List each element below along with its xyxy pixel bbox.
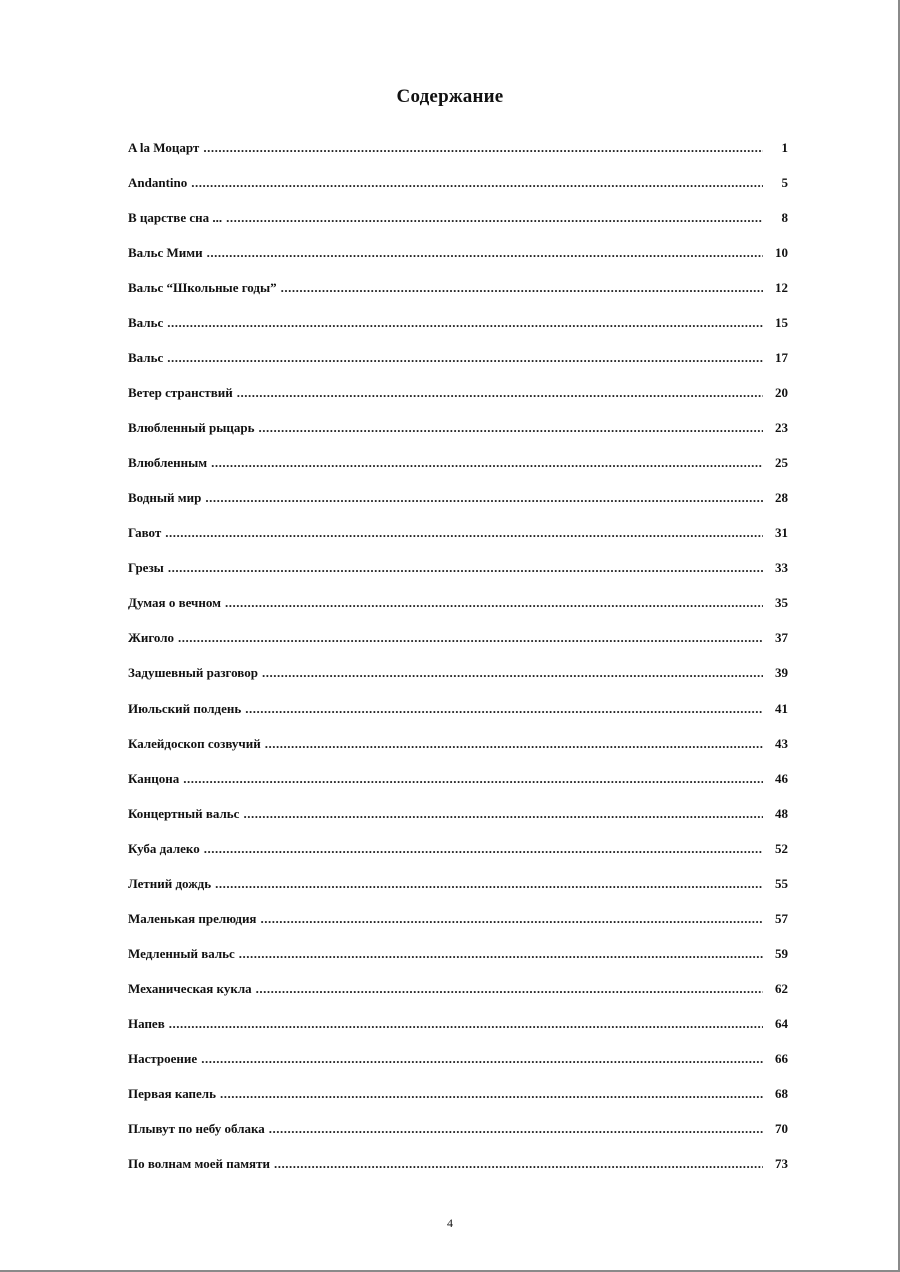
- toc-entry[interactable]: [128, 972, 788, 1007]
- toc-entry-page: 31: [775, 525, 788, 541]
- toc-entry-title: Маленькая прелюдия: [128, 910, 257, 926]
- toc-entry-title: Напев: [128, 1016, 165, 1032]
- toc-entry-title: Настроение: [128, 1051, 198, 1067]
- toc-entry-page: 33: [775, 560, 788, 576]
- toc-dot-leader: [178, 630, 763, 646]
- toc-dot-leader: [167, 315, 763, 331]
- toc-entry[interactable]: [128, 130, 788, 165]
- toc-entry-page: 68: [775, 1086, 788, 1102]
- toc-entry-title: Механическая кукла: [128, 981, 252, 997]
- toc-entry[interactable]: [128, 586, 788, 621]
- toc-entry-page: 20: [775, 384, 788, 400]
- toc-entry-page: 70: [775, 1121, 788, 1137]
- toc-dot-leader: [237, 385, 763, 401]
- toc-entry[interactable]: [128, 270, 788, 305]
- toc-entry-page: 57: [775, 910, 788, 926]
- toc-entry[interactable]: [128, 200, 788, 235]
- toc-entry-page: 64: [775, 1016, 788, 1032]
- toc-entry-page: 37: [775, 630, 788, 646]
- toc-dot-leader: [258, 420, 763, 436]
- toc-entry-title: Влюбленным: [128, 455, 208, 471]
- toc-entry[interactable]: [128, 1007, 788, 1042]
- toc-entry-title: Задушевный разговор: [128, 665, 258, 681]
- toc-entry-page: 43: [775, 735, 788, 751]
- toc-dot-leader: [191, 175, 763, 191]
- toc-entry[interactable]: [128, 796, 788, 831]
- toc-entry-title: Думая о вечном: [128, 595, 221, 611]
- toc-entry[interactable]: [128, 1077, 788, 1112]
- toc-dot-leader: [203, 140, 763, 156]
- toc-entry[interactable]: [128, 1042, 788, 1077]
- toc-entry-title: Ветер странствий: [128, 384, 233, 400]
- toc-dot-leader: [204, 841, 763, 857]
- toc-entry[interactable]: [128, 831, 788, 866]
- toc-entry-page: 1: [781, 139, 788, 155]
- toc-entry-page: 46: [775, 770, 788, 786]
- toc-entry-title: A la Моцарт: [128, 139, 200, 155]
- toc-entry-title: Куба далеко: [128, 840, 200, 856]
- toc-entry-page: 39: [775, 665, 788, 681]
- toc-entry[interactable]: [128, 1147, 788, 1182]
- toc-dot-leader: [243, 806, 763, 822]
- toc-dot-leader: [169, 1016, 763, 1032]
- page-title: Содержание: [396, 86, 504, 107]
- toc-entry-title: Вальс: [128, 314, 164, 330]
- toc-dot-leader: [167, 350, 763, 366]
- toc-entry[interactable]: [128, 901, 788, 936]
- toc-entry-title: Канцона: [128, 770, 180, 786]
- toc-entry[interactable]: [128, 551, 788, 586]
- toc-entry[interactable]: [128, 656, 788, 691]
- toc-entry-title: Грезы: [128, 560, 164, 576]
- toc-dot-leader: [281, 280, 763, 296]
- page-number: 4: [447, 1216, 453, 1230]
- toc-entry-page: 10: [775, 244, 788, 260]
- toc-dot-leader: [274, 1156, 763, 1172]
- toc-dot-leader: [262, 665, 763, 681]
- toc-entry[interactable]: [128, 165, 788, 200]
- toc-dot-leader: [205, 490, 763, 506]
- toc-dot-leader: [207, 245, 763, 261]
- toc-entry-page: 8: [781, 209, 788, 225]
- toc-dot-leader: [245, 701, 763, 717]
- toc-entry-title: Водный мир: [128, 490, 202, 506]
- toc-entry[interactable]: [128, 866, 788, 901]
- toc-dot-leader: [168, 560, 763, 576]
- toc-entry-page: 66: [775, 1051, 788, 1067]
- toc-entry[interactable]: [128, 621, 788, 656]
- toc-entry-title: Концертный вальс: [128, 805, 240, 821]
- toc-entry-title: Вальс Мими: [128, 244, 203, 260]
- toc-entry-page: 35: [775, 595, 788, 611]
- toc-entry-title: Медленный вальс: [128, 945, 235, 961]
- toc-entry-title: Вальс: [128, 349, 164, 365]
- toc-dot-leader: [220, 1086, 763, 1102]
- toc-entry-page: 48: [775, 805, 788, 821]
- toc-entry-page: 15: [775, 314, 788, 330]
- toc-dot-leader: [183, 771, 763, 787]
- toc-entry-page: 23: [775, 420, 788, 436]
- toc-entry-page: 59: [775, 945, 788, 961]
- toc-entry-page: 17: [775, 349, 788, 365]
- toc-dot-leader: [269, 1121, 763, 1137]
- toc-entry-page: 73: [775, 1156, 788, 1172]
- toc-dot-leader: [201, 1051, 763, 1067]
- toc-dot-leader: [239, 946, 763, 962]
- toc-entry-page: 12: [775, 279, 788, 295]
- toc-entry-title: Жиголо: [128, 630, 175, 646]
- toc-dot-leader: [226, 210, 763, 226]
- toc-entry-page: 5: [781, 174, 788, 190]
- toc-dot-leader: [265, 736, 763, 752]
- toc-entry[interactable]: [128, 375, 788, 410]
- toc-entry-page: 55: [775, 875, 788, 891]
- toc-dot-leader: [260, 911, 763, 927]
- toc-entry[interactable]: [128, 305, 788, 340]
- toc-dot-leader: [256, 981, 763, 997]
- toc-entry-page: 52: [775, 840, 788, 856]
- toc-entry-title: Влюбленный рыцарь: [128, 420, 255, 436]
- toc-dot-leader: [211, 455, 763, 471]
- toc-entry[interactable]: [128, 446, 788, 481]
- toc-entry-page: 28: [775, 490, 788, 506]
- toc-entry-page: 25: [775, 455, 788, 471]
- toc-entry-title: Гавот: [128, 525, 162, 541]
- toc-entry-title: Калейдоскоп созвучий: [128, 735, 261, 751]
- toc-entry-page: 41: [775, 700, 788, 716]
- table-of-contents: [128, 130, 788, 1182]
- toc-entry[interactable]: [128, 516, 788, 551]
- toc-dot-leader: [165, 525, 763, 541]
- toc-entry-title: В царстве сна ...: [128, 209, 223, 225]
- toc-entry[interactable]: [128, 726, 788, 761]
- toc-entry[interactable]: [128, 936, 788, 971]
- toc-entry[interactable]: [128, 235, 788, 270]
- toc-entry-title: Вальс “Школьные годы”: [128, 279, 277, 295]
- toc-entry-title: Andantino: [128, 174, 188, 190]
- toc-dot-leader: [215, 876, 763, 892]
- toc-entry-title: По волнам моей памяти: [128, 1156, 270, 1172]
- toc-entry-title: Летний дождь: [128, 875, 212, 891]
- toc-dot-leader: [225, 595, 763, 611]
- toc-entry-title: Плывут по небу облака: [128, 1121, 265, 1137]
- toc-entry-title: Июльский полдень: [128, 700, 242, 716]
- toc-entry[interactable]: [128, 1112, 788, 1147]
- toc-entry-page: 62: [775, 981, 788, 997]
- toc-entry[interactable]: [128, 340, 788, 375]
- toc-entry-title: Первая капель: [128, 1086, 216, 1102]
- toc-entry[interactable]: [128, 411, 788, 446]
- toc-entry[interactable]: [128, 761, 788, 796]
- toc-entry[interactable]: [128, 481, 788, 516]
- toc-entry[interactable]: [128, 691, 788, 726]
